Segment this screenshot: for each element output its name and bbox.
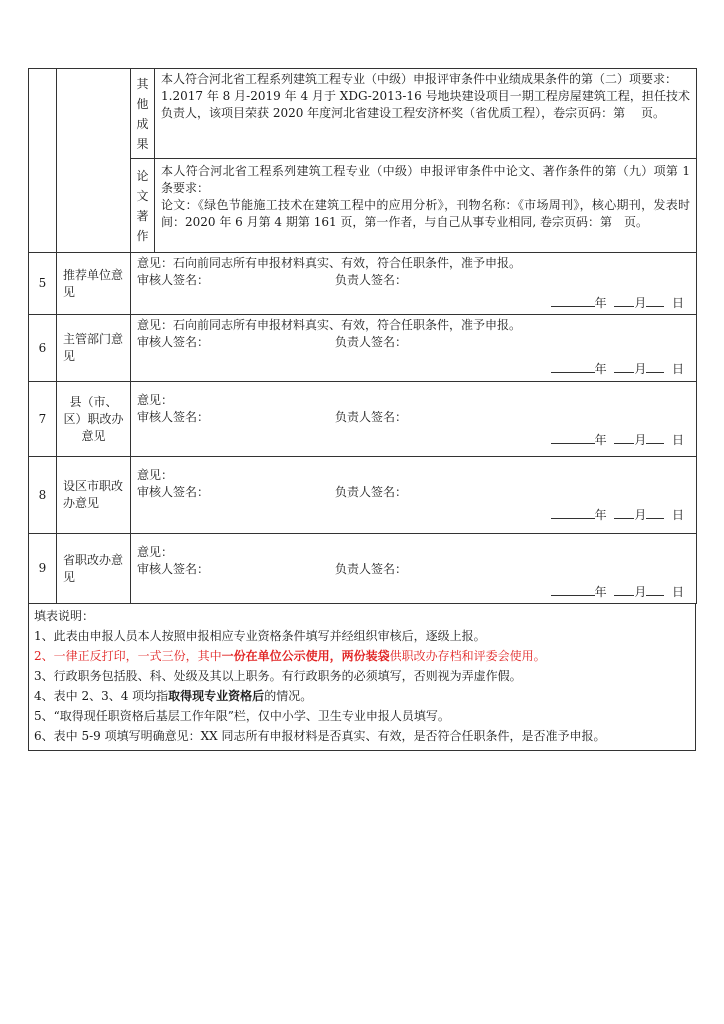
row-9 [29, 534, 697, 604]
form-page [28, 68, 696, 751]
date-line [137, 430, 690, 449]
leader-signature: 负责人签名： [335, 410, 408, 424]
signature-line [137, 409, 690, 426]
row-number-cell [29, 69, 57, 253]
year-blank [551, 293, 595, 307]
month-label: 月 [634, 296, 647, 310]
row-number: 5 [29, 253, 57, 315]
year-label: 年 [594, 296, 607, 310]
leader-signature: 负责人签名： [335, 485, 408, 499]
other-achievements-label: 其 他 成 果 [131, 69, 155, 159]
leader-signature: 负责人签名： [335, 273, 408, 287]
month-label: 月 [634, 585, 647, 599]
row-label: 主管部门意见 [57, 315, 131, 382]
day-blank [646, 293, 664, 307]
row-label: 县（市、区）职改办意见 [57, 382, 131, 457]
filling-instructions [28, 604, 696, 751]
day-label: 日 [671, 296, 684, 310]
note-1: 1、此表由申报人员本人按照申报相应专业资格条件填写并经组织审核后，逐级上报。 [34, 629, 486, 643]
reviewer-signature: 审核人签名： [137, 273, 210, 287]
row-number: 7 [29, 382, 57, 457]
reviewer-signature: 审核人签名： [137, 335, 210, 349]
opinion-cell [131, 534, 697, 604]
reviewer-signature: 审核人签名： [137, 485, 210, 499]
month-blank [614, 505, 634, 519]
reviewer-signature: 审核人签名： [137, 410, 210, 424]
year-label: 年 [594, 433, 607, 447]
opinion-text: 意见： [137, 393, 174, 407]
date-line [137, 582, 690, 601]
row-label-cell [57, 69, 131, 253]
achievements-project: 1.2017 年 8 月-2019 年 4 月于 XDG-2013-16 号地块建设项目一期工程房屋建筑工程，担任技术负责人，该项目荣获 2020 年度河北省建设工程安济杯奖（省优质工程），卷宗页码：第 页。 [161, 89, 690, 120]
year-blank [551, 505, 595, 519]
day-blank [646, 430, 664, 444]
signature-line [137, 272, 690, 289]
row-6 [29, 315, 697, 382]
note-3: 3、行政职务包括股、科、处级及其以上职务。有行政职务的必须填写，否则视为弄虚作假。 [34, 669, 522, 683]
year-label: 年 [594, 362, 607, 376]
achievements-clause: 本人符合河北省工程系列建筑工程专业（中级）申报评审条件中业绩成果条件的第（二）项要求： [161, 72, 678, 86]
month-blank [614, 430, 634, 444]
leader-signature: 负责人签名： [335, 335, 408, 349]
papers-content [155, 159, 697, 253]
row-number: 9 [29, 534, 57, 604]
note-4: 4、表中 2、3、4 项均指取得现专业资格后的情况。 [34, 689, 313, 703]
row-label: 设区市职改办意见 [57, 457, 131, 534]
application-form-table [28, 68, 697, 604]
month-blank [614, 359, 634, 373]
papers-label: 论 文 著 作 [131, 159, 155, 253]
month-label: 月 [634, 508, 647, 522]
signature-line [137, 334, 690, 351]
note-6: 6、表中 5-9 项填写明确意见：XX 同志所有申报材料是否真实、有效，是否符合任职条件，是否准予申报。 [34, 729, 606, 743]
day-label: 日 [671, 362, 684, 376]
year-blank [551, 430, 595, 444]
note-2-emphasis: 一份在单位公示使用，两份装袋 [221, 649, 390, 663]
note-4-emphasis: 取得现专业资格后 [168, 689, 265, 703]
opinion-cell [131, 457, 697, 534]
month-blank [614, 293, 634, 307]
row-number: 6 [29, 315, 57, 382]
reviewer-signature: 审核人签名： [137, 562, 210, 576]
row-other-achievements [29, 69, 697, 159]
row-number: 8 [29, 457, 57, 534]
day-label: 日 [671, 508, 684, 522]
opinion-text: 意见：石向前同志所有申报材料真实、有效，符合任职条件，准予申报。 [137, 318, 522, 332]
day-blank [646, 359, 664, 373]
opinion-cell [131, 315, 697, 382]
opinion-text: 意见： [137, 545, 174, 559]
papers-detail: 论文：《绿色节能施工技术在建筑工程中的应用分析》，刊物名称：《市场周刊》，核心期刊，发表时间：2020 年 6 月第 4 期第 161 页，第一作者，与自己从事专业相同, 卷宗页码：第 页。 [161, 198, 690, 229]
leader-signature: 负责人签名： [335, 562, 408, 576]
row-8 [29, 457, 697, 534]
row-label: 省职改办意见 [57, 534, 131, 604]
day-blank [646, 582, 664, 596]
month-label: 月 [634, 433, 647, 447]
year-label: 年 [594, 585, 607, 599]
row-label: 推荐单位意见 [57, 253, 131, 315]
opinion-cell [131, 253, 697, 315]
opinion-text: 意见：石向前同志所有申报材料真实、有效，符合任职条件，准予申报。 [137, 256, 522, 270]
notes-title: 填表说明： [34, 609, 95, 623]
note-2: 2、一律正反打印，一式三份，其中一份在单位公示使用，两份装袋供职改办存档和评委会使用。 [34, 649, 546, 663]
day-blank [646, 505, 664, 519]
year-blank [551, 359, 595, 373]
papers-clause: 本人符合河北省工程系列建筑工程专业（中级）申报评审条件中论文、著作条件的第（九）项第 1 条要求： [161, 164, 690, 195]
day-label: 日 [671, 433, 684, 447]
year-blank [551, 582, 595, 596]
date-line [137, 293, 690, 312]
month-blank [614, 582, 634, 596]
year-label: 年 [594, 508, 607, 522]
row-5 [29, 253, 697, 315]
date-line [137, 359, 690, 378]
month-label: 月 [634, 362, 647, 376]
row-7 [29, 382, 697, 457]
other-achievements-content [155, 69, 697, 159]
day-label: 日 [671, 585, 684, 599]
date-line [137, 505, 690, 524]
signature-line [137, 561, 690, 578]
signature-line [137, 484, 690, 501]
note-5: 5、“取得现任职资格后基层工作年限”栏，仅中小学、卫生专业申报人员填写。 [34, 709, 450, 723]
opinion-text: 意见： [137, 468, 174, 482]
opinion-cell [131, 382, 697, 457]
